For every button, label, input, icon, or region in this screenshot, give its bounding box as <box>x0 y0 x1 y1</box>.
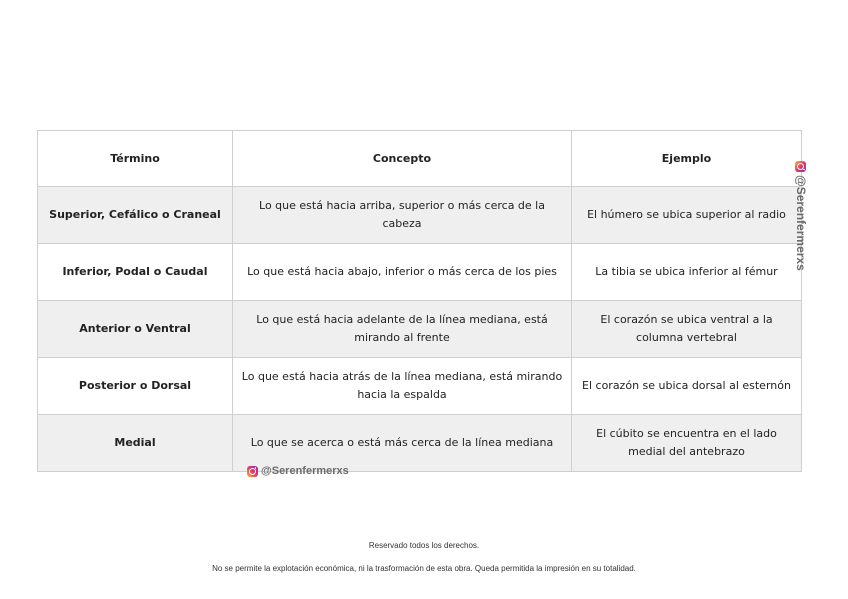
watermark-handle: @Serenfermerxs <box>794 175 808 271</box>
concept-cell: Lo que está hacia arriba, superior o más cerca de la cabeza <box>233 187 572 244</box>
example-cell: El corazón se ubica ventral a la columna vertebral <box>572 301 802 358</box>
footer-notice: No se permite la explotación económica, ni la trasformación de esta obra. Queda permitida la impresión en su totalidad. <box>212 564 636 573</box>
concept-cell: Lo que está hacia atrás de la línea mediana, está mirando hacia la espalda <box>233 358 572 415</box>
term-cell: Medial <box>38 415 233 472</box>
table-row <box>38 301 802 358</box>
table-row <box>38 244 802 301</box>
term-cell: Superior, Cefálico o Craneal <box>38 187 233 244</box>
watermark-handle: @Serenfermerxs <box>261 465 349 477</box>
example-cell: La tibia se ubica inferior al fémur <box>572 244 802 301</box>
table-header-row <box>38 131 802 187</box>
concept-cell: Lo que se acerca o está más cerca de la línea mediana <box>233 415 572 472</box>
side-watermark <box>794 161 808 311</box>
example-cell: El húmero se ubica superior al radio <box>572 187 802 244</box>
header-concept: Concepto <box>233 131 572 187</box>
table-row <box>38 415 802 472</box>
instagram-icon <box>796 161 807 172</box>
anatomy-terms-table <box>37 130 802 472</box>
bottom-watermark <box>247 465 349 477</box>
term-cell: Anterior o Ventral <box>38 301 233 358</box>
example-cell: El cúbito se encuentra en el lado medial del antebrazo <box>572 415 802 472</box>
header-term: Término <box>38 131 233 187</box>
term-cell: Inferior, Podal o Caudal <box>38 244 233 301</box>
header-example: Ejemplo <box>572 131 802 187</box>
instagram-icon <box>247 466 258 477</box>
example-cell: El corazón se ubica dorsal al esternón <box>572 358 802 415</box>
concept-cell: Lo que está hacia abajo, inferior o más cerca de los pies <box>233 244 572 301</box>
term-cell: Posterior o Dorsal <box>38 358 233 415</box>
table-row <box>38 358 802 415</box>
table-row <box>38 187 802 244</box>
concept-cell: Lo que está hacia adelante de la línea mediana, está mirando al frente <box>233 301 572 358</box>
footer-rights: Reservado todos los derechos. <box>368 541 480 550</box>
